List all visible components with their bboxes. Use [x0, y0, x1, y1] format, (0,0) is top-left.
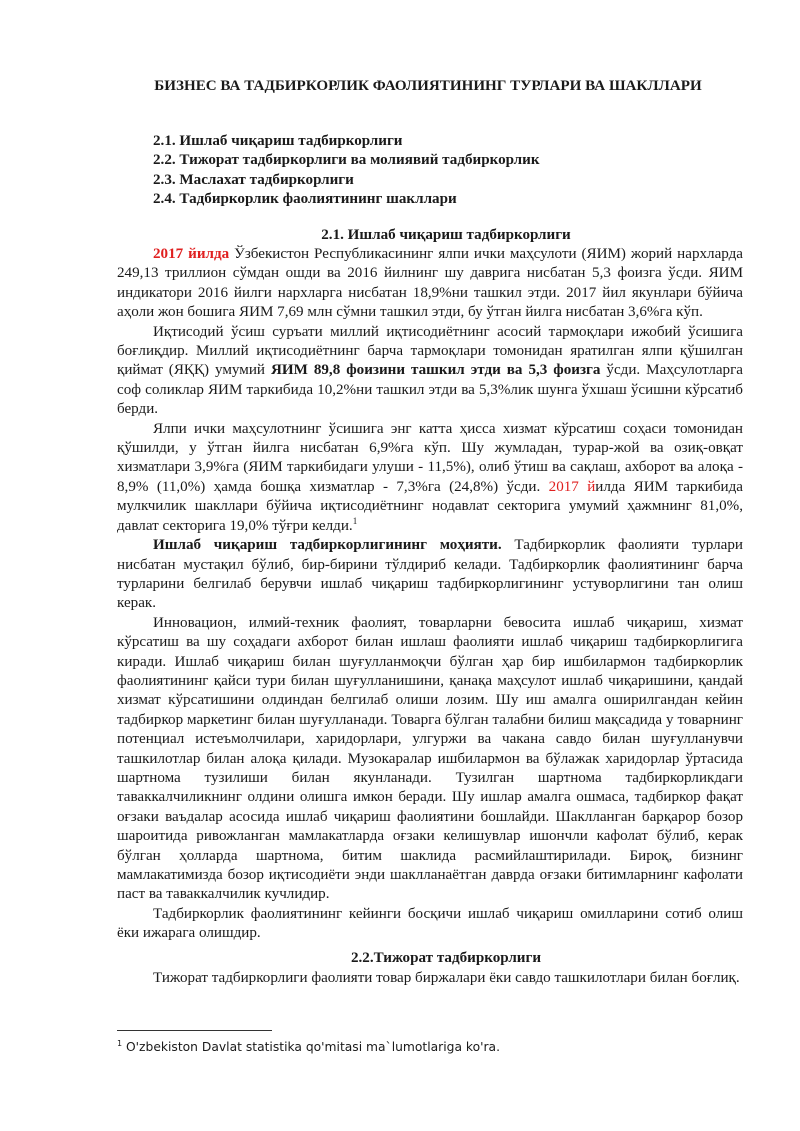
document-title: БИЗНЕС ВА ТАДБИРКОРЛИК ФАОЛИЯТИНИНГ ТУРЛАРИ ВА ШАКЛЛАРИ	[154, 78, 702, 94]
toc-item: 2.3. Маслахат тадбиркорлиги	[153, 171, 354, 188]
paragraph: Иқтисодий ўсиш суръати миллий иқтисодиётнинг асосий тармоқлари ижобий ўсишига боғлиқдир. Миллий иқтисодиётнинг барча тармоқлари томонидан яратилган ялпи қўшилган қиймат (ЯҚҚ) умумий ЯИМ 89,8 фоизини ташкил этди ва 5,3 фоизга ўсди. Маҳсулотларга соф соликлар ЯИМ таркибида 10,2%ни ташкил этди ва 5,3%лик шунга ўхшаш ўсишни кўрсатиб берди.	[117, 323, 743, 418]
section-heading-2-2: 2.2.Тижорат тадбиркорлиги	[350, 950, 542, 966]
section-2-2-body	[117, 969, 743, 988]
toc-item: 2.1. Ишлаб чиқариш тадбиркорлиги	[153, 133, 403, 149]
bold-phrase: Ишлаб чиқариш тадбиркорлигининг моҳияти.	[153, 537, 502, 554]
toc-item: 2.2. Тижорат тадбиркорлиги ва молиявий тадбиркорлик	[153, 152, 540, 169]
toc-item: 2.4. Тадбиркорлик фаолиятининг шакллари	[153, 191, 457, 208]
footnote	[117, 1038, 500, 1057]
section-2-1-body	[117, 245, 743, 944]
paragraph: Ялпи ички маҳсулотнинг ўсишига энг катта ҳисса хизмат кўрсатиш соҳаси томонидан қўшилди, у ўтган йилга нисбатан 6,9%га кўп. Шу жумладан, турар-жой ва озиқ-овқат хизматлари 3,9%га (ЯИМ таркибидаги улуши - 11,5%), олиб ўтиш ва сақлаш, ахборот ва алоқа - 8,9% (11,0%) ҳамда бошқа хизматлар - 7,3%га (24,8%) ўсди. 2017 йилда ЯИМ таркибида мулкчилик шакллари бўйича иқтисодиётнинг нодавлат секторига умумий ҳажмнинг 81,0%, давлат секторига 19,0% тўғри келди.$^1$	[117, 420, 743, 534]
paragraph: Инновацион, илмий-техник фаолият, товарларни бевосита ишлаб чиқариш, хизмат кўрсатиш ва шу соҳадаги ахборот билан ишлаш фаолияти ишлаб чиқариш тадбиркорлигига киради. Ишлаб чиқариш билан шуғулланмоқчи бўлган ҳар бир ишбилармон тадбиркорлик фаолиятининг қайси тури билан шуғулланишини, қанақа маҳсулот ишлаб чиқаришини, қандай хизмат кўрсатишини олдиндан белгилаб олиши лозим. Шу иш амалга оширилгандан кейин тадбиркор маркетинг билан шуғулланади. Товарга бўлган талабни билиш мақсадида у товарнинг потенциал истеъмолчилари, харидорлари, улгуржи ва чакана савдо билан шуғулланувчи ташкилотлар билан алоқа қилади. Музокаралар ишбилармон ва бўлажак харидорлар ўртасида шартнома тузилиши билан якунланади. Тузилган шартнома тадбиркорликдаги таваккалчиликнинг олдини олишга имкон беради. Шу ишлар амалга ошмаса, тадбиркор фақат оғзаки ваъдалар асосида ишлаб чиқариш фаолиятини бошлайди. Шаклланган барқарор бозор шароитида ривожланган мамлакатларда оғзаки келишувлар ишончли кафолат бўлиб, керак бўлган ҳолларда шартнома, битим шаклида расмийлаштирилади. Бироқ, бизнинг мамлакатимизда бозор иқтисодиёти энди шаклланаётган даврда оғзаки битимларнинг кафолати паст ва таваккалчилик кучлидир.	[117, 614, 743, 903]
paragraph: Тадбиркорлик фаолиятининг кейинги босқичи ишлаб чиқариш омилларини сотиб олиш ёки ижарага олишдир.	[117, 905, 743, 942]
bold-phrase: ЯИМ 89,8 фоизини ташкил этди ва 5,3 фоизга	[270, 362, 601, 379]
highlighted-year: 2017 й	[548, 478, 596, 495]
highlighted-year: 2017 йилда	[153, 246, 230, 262]
footnote-text: O'zbekiston Davlat statistika qo'mitasi ma`lumotlariga ko'ra.	[122, 1040, 500, 1054]
footnote-separator	[117, 1030, 272, 1031]
table-of-contents	[153, 132, 540, 210]
paragraph: 2017 йилда Ўзбекистон Республикасининг ялпи ички маҳсулоти (ЯИМ) жорий нархларда 249,13 триллион сўмдан ошди ва 2016 йилнинг шу даврига нисбатан 5,3 фоизга ўсди. ЯИМ индикатори 2016 йилги нархларга нисбатан 18,9%ни ташкил этди. 2017 йил якунлари бўйича аҳоли жон бошига ЯИМ 7,69 млн сўмни ташкил этди, бу ўтган йилга нисбатан 3,6%га кўп.	[117, 246, 743, 321]
footnote-reference[interactable]: 1	[352, 515, 358, 526]
section-heading-2-1: 2.1. Ишлаб чиқариш тадбиркорлиги	[321, 227, 571, 243]
paragraph: Тижорат тадбиркорлиги фаолияти товар биржалари ёки савдо ташкилотлари билан боғлиқ.	[153, 970, 740, 986]
footnote-mark: 1	[117, 1038, 123, 1048]
paragraph: Ишлаб чиқариш тадбиркорлигининг моҳияти. Тадбиркорлик фаолияти турлари нисбатан мустақил бўлиб, бир-бирини тўлдириб келади. Тадбиркорлик фаолиятининг барча турларини белгилаб берувчи ишлаб чиқариш тадбиркорлигининг устуворлигини тан олиш керак.	[117, 537, 744, 612]
